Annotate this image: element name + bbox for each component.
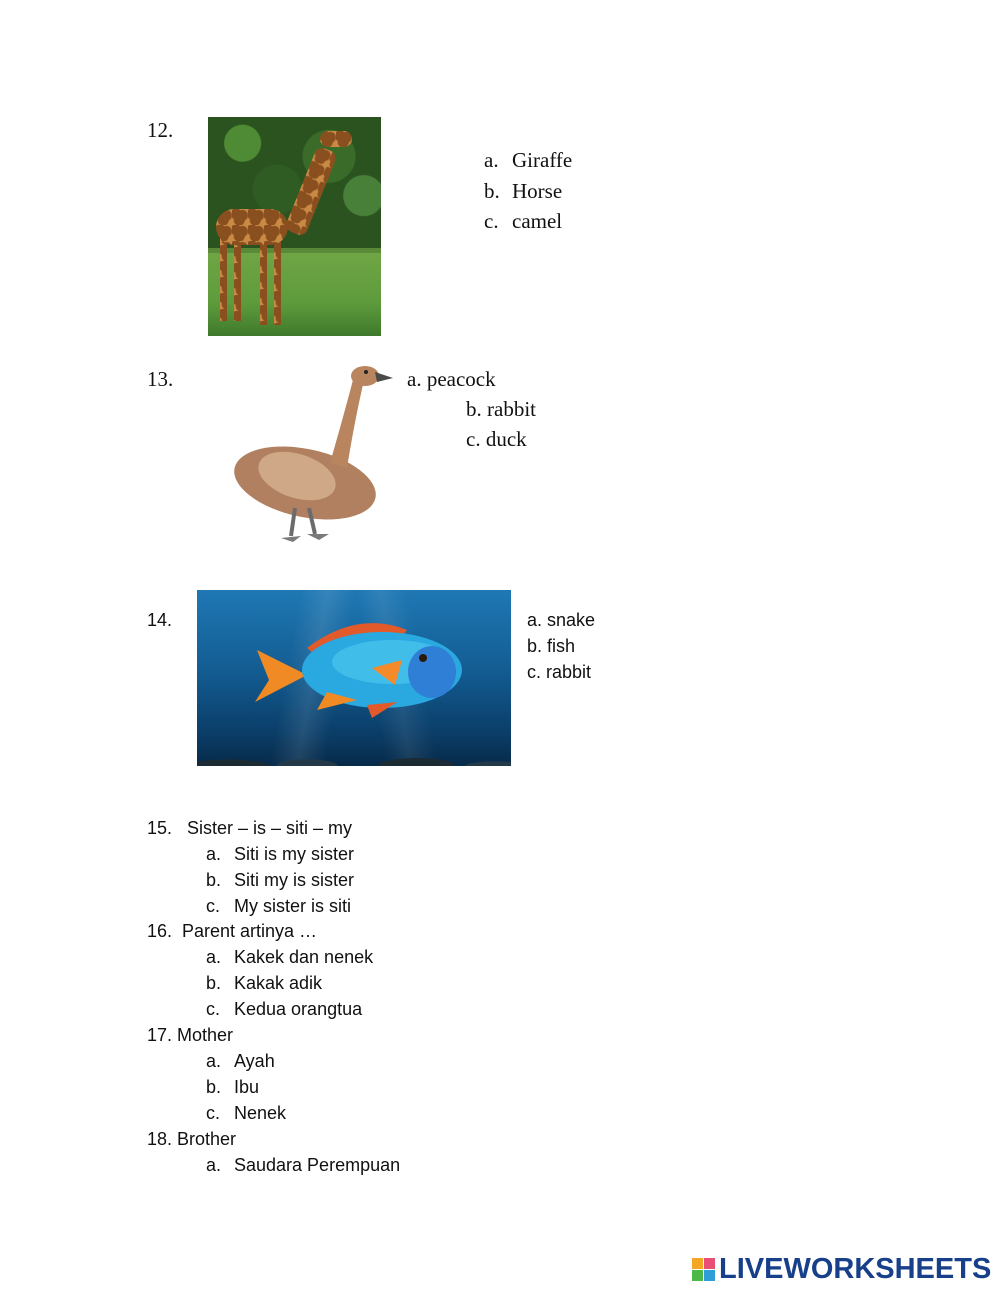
question-prompt: Mother bbox=[177, 1025, 234, 1045]
option-text: Horse bbox=[512, 179, 563, 203]
option-b[interactable]: b. rabbit bbox=[466, 397, 536, 421]
option-letter: a. bbox=[484, 148, 499, 172]
option-c[interactable]: c. rabbit bbox=[527, 662, 592, 682]
option-letter: b. bbox=[484, 179, 500, 203]
option-a[interactable]: a. snake bbox=[527, 610, 596, 630]
option-text: Kakak adik bbox=[234, 973, 323, 993]
option-letter: a. bbox=[206, 947, 222, 967]
option-text: Ayah bbox=[234, 1051, 275, 1071]
option-text: Nenek bbox=[234, 1103, 287, 1123]
question-number: 12. bbox=[147, 118, 174, 142]
option-a[interactable] bbox=[206, 844, 354, 865]
option-a[interactable] bbox=[484, 148, 572, 173]
question-number: 16. bbox=[147, 921, 173, 941]
option-letter: a. bbox=[206, 1155, 222, 1175]
option-b[interactable] bbox=[206, 973, 322, 994]
option-letter: b. bbox=[206, 1077, 222, 1097]
option-letter: c. bbox=[206, 896, 221, 916]
option-letter: b. bbox=[206, 973, 222, 993]
option-text: Ibu bbox=[234, 1077, 260, 1097]
option-text: Kedua orangtua bbox=[234, 999, 363, 1019]
option-letter: c. bbox=[206, 999, 221, 1019]
question-number: 17. bbox=[147, 1025, 173, 1045]
option-text: Siti is my sister bbox=[234, 844, 355, 864]
giraffe-photo bbox=[208, 117, 381, 336]
option-letter: c. bbox=[206, 1103, 221, 1123]
option-a[interactable] bbox=[206, 1155, 400, 1176]
option-text: My sister is siti bbox=[234, 896, 351, 916]
question-prompt: Brother bbox=[177, 1129, 237, 1149]
fish-photo bbox=[197, 590, 511, 766]
option-text: Siti my is sister bbox=[234, 870, 355, 890]
logo-text: LIVEWORKSHEETS bbox=[719, 1252, 992, 1285]
logo-mark-icon bbox=[692, 1258, 715, 1281]
option-b[interactable] bbox=[484, 179, 562, 204]
question-number: 15. bbox=[147, 818, 173, 838]
option-letter: b. bbox=[206, 870, 222, 890]
option-text: Kakek dan nenek bbox=[234, 947, 374, 967]
option-text: Giraffe bbox=[512, 148, 573, 172]
option-b[interactable] bbox=[206, 1077, 259, 1098]
option-a[interactable] bbox=[206, 1051, 275, 1072]
option-c[interactable] bbox=[206, 1103, 286, 1124]
option-a[interactable] bbox=[206, 947, 373, 968]
question-prompt: Parent artinya … bbox=[182, 921, 318, 941]
liveworksheets-logo[interactable] bbox=[692, 1253, 991, 1285]
option-c[interactable] bbox=[206, 999, 362, 1020]
option-letter: a. bbox=[206, 1051, 222, 1071]
option-a[interactable]: a. peacock bbox=[407, 367, 496, 391]
option-c[interactable]: c. duck bbox=[466, 427, 527, 451]
option-c[interactable] bbox=[206, 896, 351, 917]
option-c[interactable] bbox=[484, 209, 562, 234]
option-letter: c. bbox=[484, 209, 499, 233]
question-prompt: Sister – is – siti – my bbox=[187, 818, 353, 838]
question-number: 13. bbox=[147, 367, 174, 391]
option-text: Saudara Perempuan bbox=[234, 1155, 401, 1175]
option-b[interactable] bbox=[206, 870, 354, 891]
question-number: 18. bbox=[147, 1129, 173, 1149]
duck-photo bbox=[225, 358, 395, 546]
option-letter: a. bbox=[206, 844, 222, 864]
question-number: 14. bbox=[147, 610, 173, 630]
option-text: camel bbox=[512, 209, 563, 233]
option-b[interactable]: b. fish bbox=[527, 636, 576, 656]
